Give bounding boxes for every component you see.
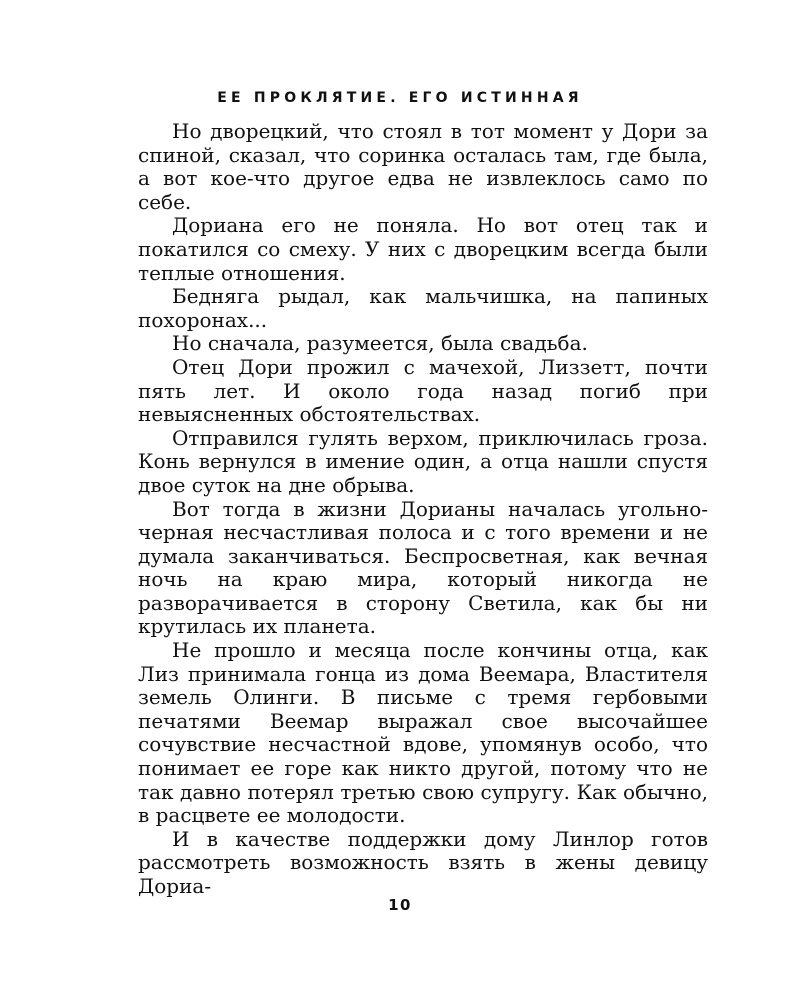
body-text (138, 120, 708, 899)
running-head: ЕЕ ПРОКЛЯТИЕ. ЕГО ИСТИННАЯ (217, 90, 583, 106)
paragraph: Но сначала, разумеется, была свадьба. (172, 331, 588, 356)
paragraph: Дориана его не поняла. Но вот отец так и покатился со смеху. У них с дворецким всегда были теплые отношения. (138, 213, 708, 285)
paragraph: Бедняга рыдал, как мальчишка, на папиных похоронах... (138, 284, 708, 332)
paragraph: Отправился гулять верхом, приключилась гроза. Конь вернулся в имение один, а отца нашли спустя двое суток на дне обрыва. (138, 425, 708, 497)
paragraph: Но дворецкий, что стоял в тот момент у Дори за спиной, сказал, что соринка осталась там, где была, а вот кое-что другое едва не извлеклось само по себе. (138, 119, 708, 214)
paragraph: Не прошло и месяца после кончины отца, как Лиз принимала гонца из дома Веемара, Властителя земель Олинги. В письме с тремя гербовыми печатями Веемар выражал свое высочайшее сочувствие несчастной вдове, упомянув особо, что понимает ее горе как никто другой, потому что не так давно потерял третью свою супругу. Как обычно, в расцвете ее молодости. (138, 638, 708, 828)
page-number: 10 (388, 896, 412, 914)
paragraph: Отец Дори прожил с мачехой, Лиззетт, почти пять лет. И около года назад погиб при невыясненных обстоятельствах. (138, 354, 708, 427)
paragraph: Вот тогда в жизни Дорианы началась угольно-черная несчастливая полоса и с того времени и не думала заканчиваться. Беспросветная, как вечная ночь на краю мира, который никогда не разворачивается в сторону Светила, как бы ни крутилась их планета. (138, 496, 708, 639)
paragraph: И в качестве поддержки дому Линлор готов рассмотреть возможность взять в жены девицу Дориа- (138, 826, 708, 898)
